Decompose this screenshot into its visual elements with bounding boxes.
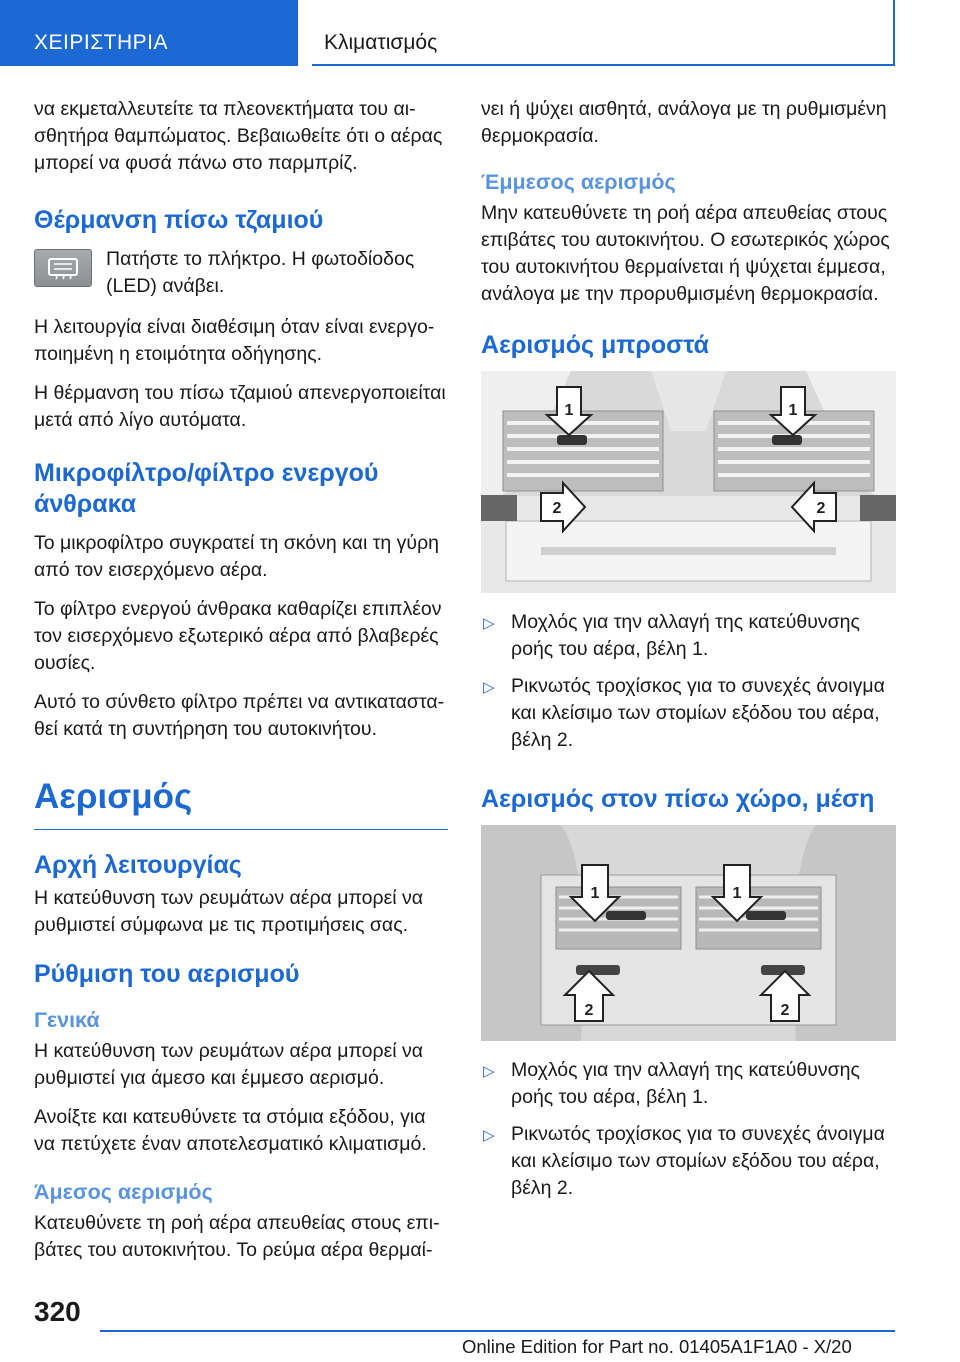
rear-window-paragraph-2: Η θέρμανση του πίσω τζαμιού απενεργοποιείται μετά από λίγο αυτόματα. [34, 382, 446, 431]
ventilation-heading: Αερισμός [34, 777, 448, 830]
front-callout-1a: 1 [564, 402, 574, 419]
filter-paragraph-2: Το φίλτρο ενεργού άνθρακα καθαρίζει επιπλέον τον εισερχόμενο εξωτερικό αέρα από βλαβερές ουσίες. [34, 598, 442, 674]
page-header [0, 0, 960, 66]
rear-vents-photo [481, 825, 896, 1041]
rear-legend-item-1: ▷ Μοχλός για την αλλαγή της κατεύθυνσης ροής του αέρα, βέλη 1. [483, 1059, 860, 1108]
filter-paragraph-3: Αυτό το σύνθετο φίλτρο πρέπει να αντικαταστα-θεί κατά τη συντήρηση του αυτοκινήτου. [34, 691, 445, 740]
rear-legend-item-2: ▷ Ρικνωτός τροχίσκος για το συνεχές άνοιγμα και κλείσιμο των στομίων εξόδου του αέρα, βέλη 2. [483, 1123, 885, 1199]
filter-heading: Μικροφίλτρο/φίλτρο ενεργού άνθρακα [34, 459, 379, 518]
general-paragraph-1: Η κατεύθυνση των ρευμάτων αέρα μπορεί να ρυθμιστεί για άμεσο και έμμεσο αερισμό. [34, 1040, 424, 1089]
rear-window-button-text: Πατήστε το πλήκτρο. Η φωτοδίοδος (LED) ανάβει. [106, 248, 415, 297]
rear-callout-2a: 2 [584, 1002, 594, 1019]
rear-window-paragraph-1: Η λειτουργία είναι διαθέσιμη όταν είναι ενεργο-ποιημένη η ετοιμότητα οδήγησης. [34, 316, 435, 365]
rear-window-heading: Θέρμανση πίσω τζαμιού [34, 206, 324, 234]
rear-legend-list [481, 1057, 896, 1202]
front-legend-item-1: ▷ Μοχλός για την αλλαγή της κατεύθυνσης ροής του αέρα, βέλη 1. [483, 611, 860, 660]
front-vents-photo [481, 371, 896, 593]
left-column [34, 96, 448, 1276]
chapter-title: Κλιματισμός [312, 0, 895, 66]
continued-paragraph: νει ή ψύχει αισθητά, ανάλογα με τη ρυθμισμένη θερμοκρασία. [481, 98, 887, 147]
footer-rule [100, 1330, 895, 1332]
general-heading: Γενικά [34, 1008, 100, 1032]
front-legend-item-2: ▷ Ρικνωτός τροχίσκος για το συνεχές άνοιγμα και κλείσιμο των στομίων εξόδου του αέρα, βέλη 2. [483, 675, 885, 751]
indirect-ventilation-paragraph: Μην κατευθύνετε τη ροή αέρα απευθείας στους επιβάτες του αυτοκινήτου. Ο εσωτερικός χώρος του αυτοκινήτου θερμαίνεται ή ψύχεται έμμεσα, ανάλογα με την προρυθμισμένη θερμοκρασία. [481, 202, 890, 305]
front-legend-list [481, 609, 896, 754]
page-number: 320 [34, 1296, 81, 1327]
rear-window-button-row [34, 246, 448, 300]
direct-ventilation-paragraph: Κατευθύνετε τη ροή αέρα απευθείας στους επι-βάτες του αυτοκινήτου. Το ρεύμα αέρα θερμαί- [34, 1212, 440, 1261]
header-divider [298, 0, 312, 66]
direct-ventilation-heading: Άμεσος αερισμός [34, 1180, 213, 1204]
list-triangle-icon: ▷ [483, 679, 495, 696]
indirect-ventilation-heading: Έμμεσος αερισμός [481, 170, 676, 194]
edition-text: Online Edition for Part no. 01405A1F1A0 - X/20 [462, 1336, 852, 1357]
rear-callout-2b: 2 [780, 1002, 790, 1019]
rear-callout-1b: 1 [732, 885, 742, 902]
section-tab: ΧΕΙΡΙΣΤΗΡΙΑ [0, 0, 298, 66]
rear-ventilation-heading: Αερισμός στον πίσω χώρο, μέση [481, 785, 875, 813]
list-triangle-icon: ▷ [483, 615, 495, 632]
rear-window-defrost-button[interactable] [34, 249, 92, 287]
front-callout-2b: 2 [816, 500, 826, 517]
principle-heading: Αρχή λειτουργίας [34, 851, 242, 879]
principle-paragraph: Η κατεύθυνση των ρευμάτων αέρα μπορεί να ρυθμιστεί σύμφωνα με τις προτιμήσεις σας. [34, 887, 424, 936]
list-triangle-icon: ▷ [483, 1063, 495, 1080]
list-triangle-icon: ▷ [483, 1127, 495, 1144]
front-callout-1b: 1 [788, 402, 798, 419]
general-paragraph-2: Ανοίξτε και κατευθύνετε τα στόμια εξόδου, για να πετύχετε έναν αποτελεσματικό κλιματισμό. [34, 1106, 427, 1155]
rear-window-defrost-icon [45, 255, 81, 281]
setting-heading: Ρύθμιση του αερισμού [34, 960, 300, 988]
front-callout-2a: 2 [552, 500, 562, 517]
filter-paragraph-1: Το μικροφίλτρο συγκρατεί τη σκόνη και τη γύρη από τον εισερχόμενο αέρα. [34, 532, 440, 581]
right-column [481, 96, 896, 1212]
front-ventilation-heading: Αερισμός μπροστά [481, 331, 710, 359]
rear-callout-1a: 1 [590, 885, 600, 902]
intro-paragraph: να εκμεταλλευτείτε τα πλεονεκτήματα του αι-σθητήρα θαμπώματος. Βεβαιωθείτε ότι ο αέρας μπορεί να φυσά πάνω στο παρμπρίζ. [34, 98, 443, 174]
